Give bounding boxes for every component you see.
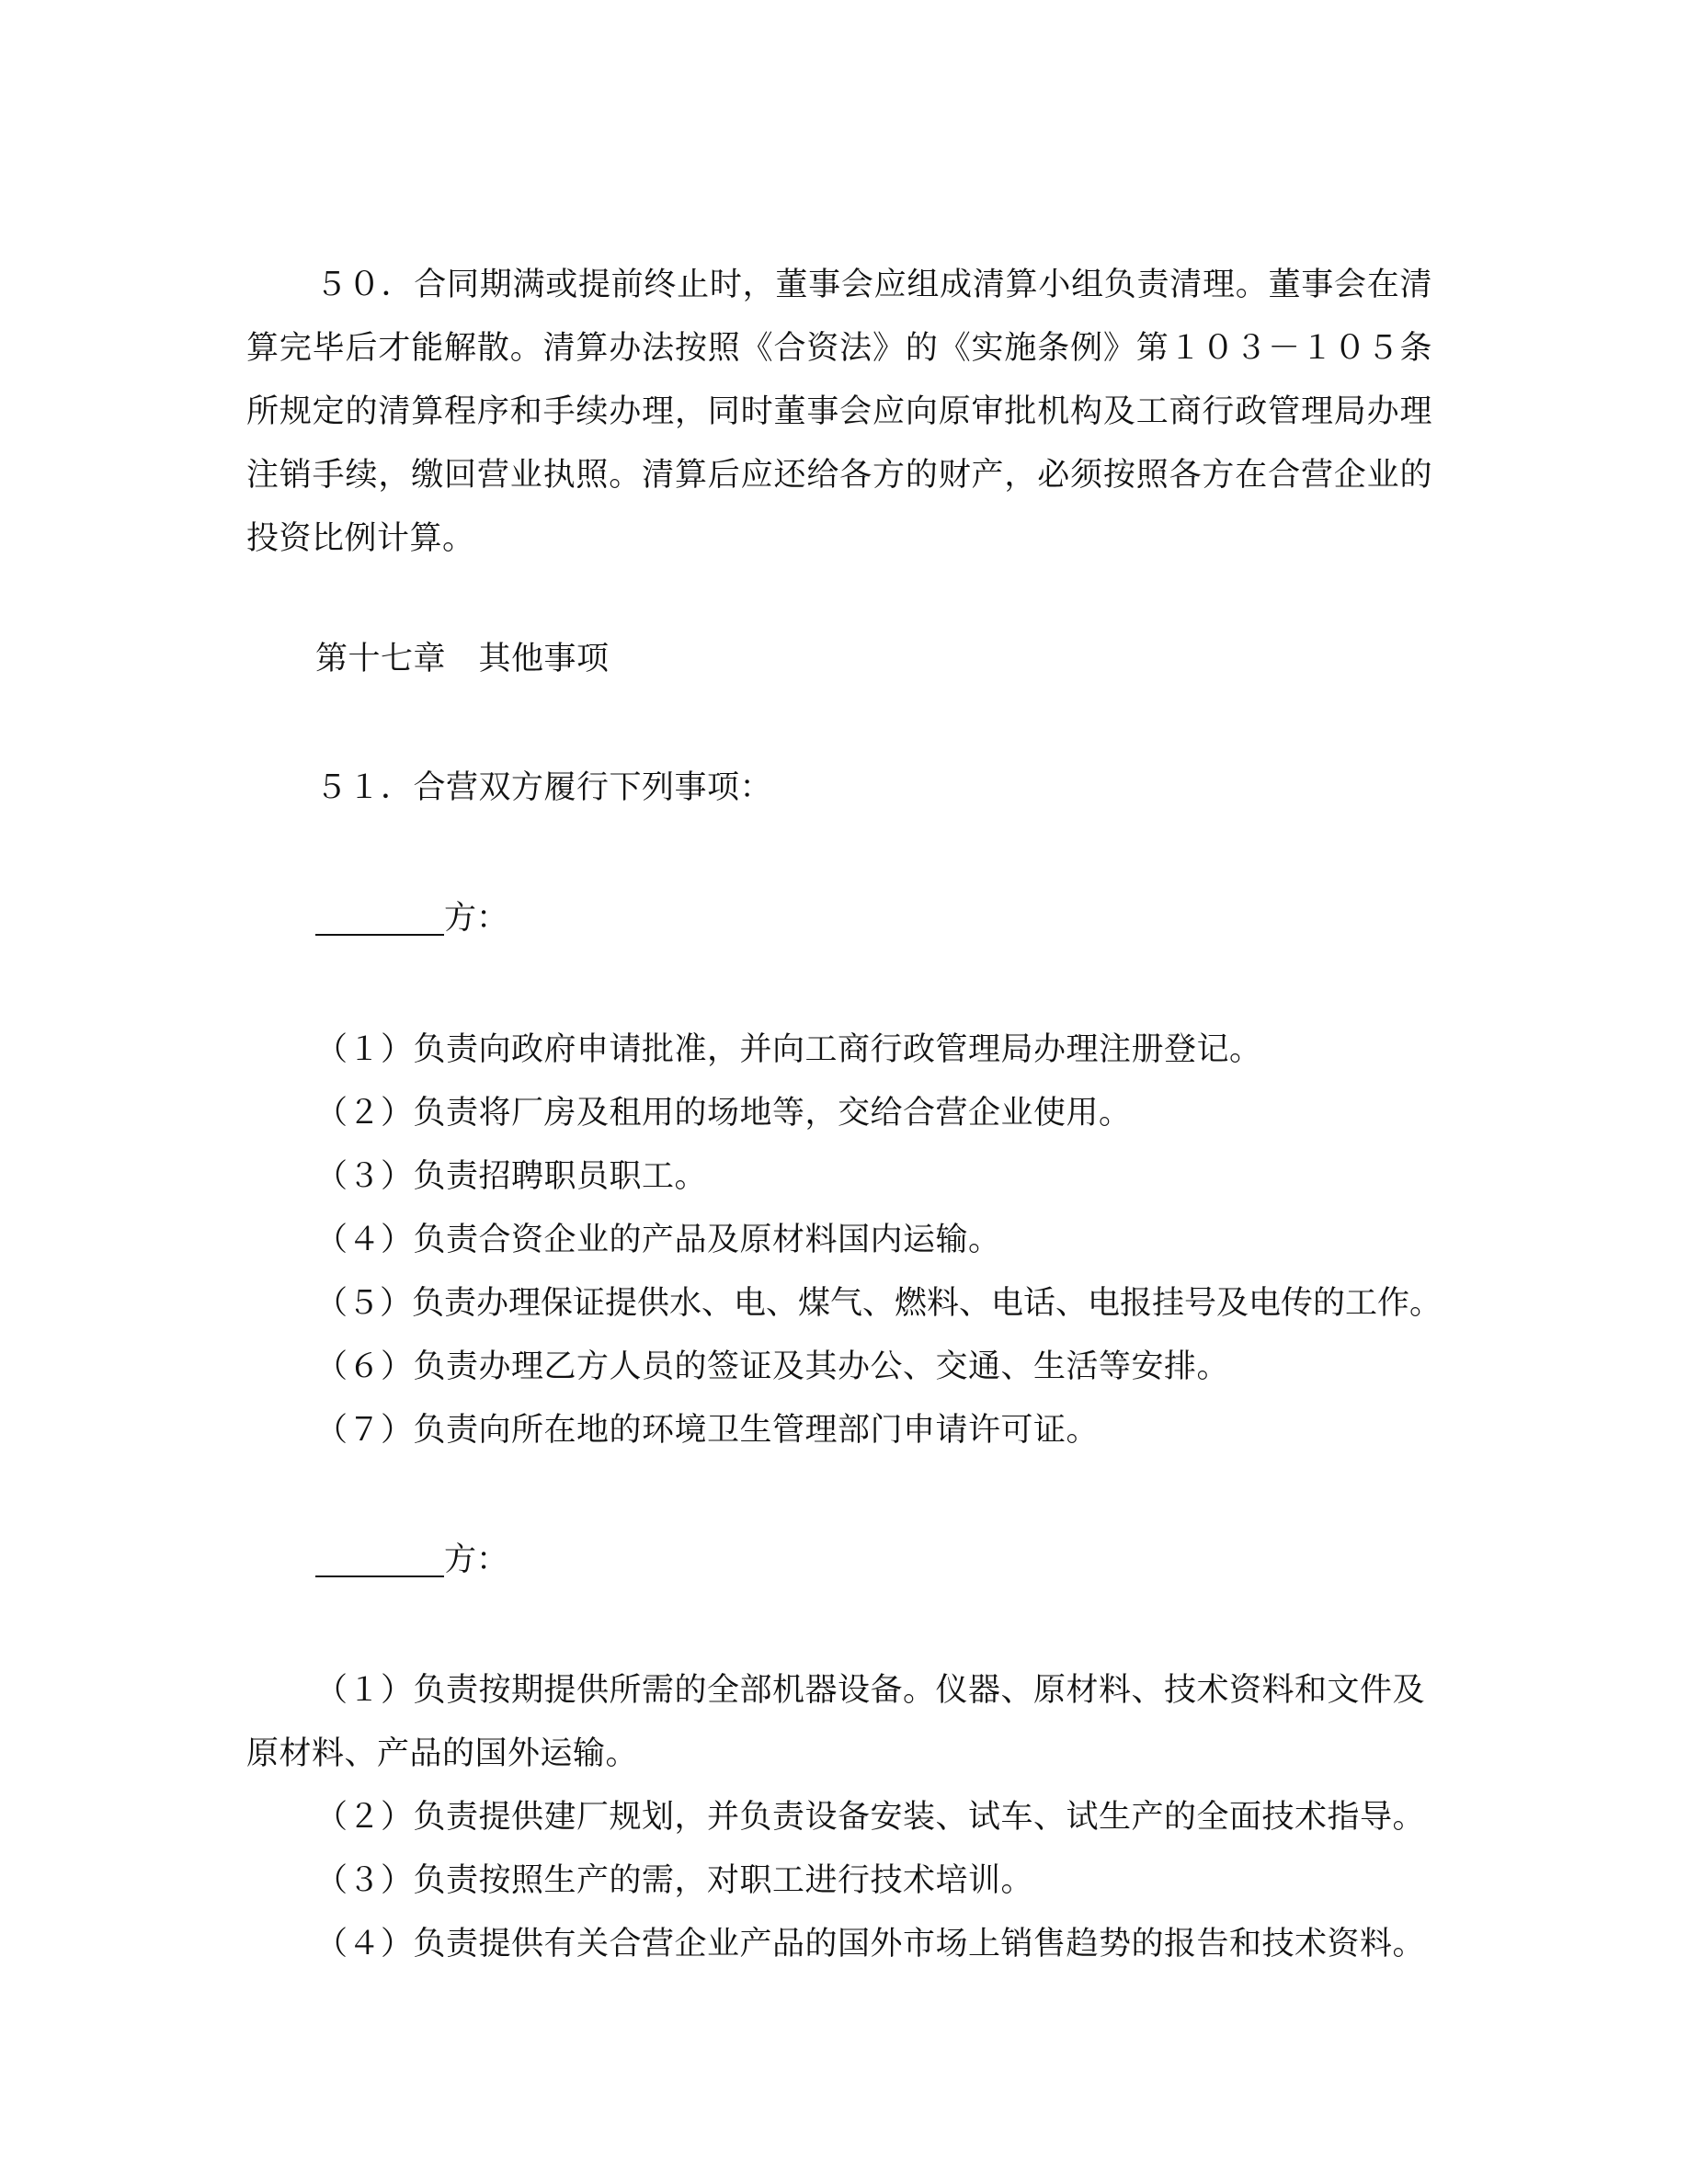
clause-51-intro: ５１．合营双方履行下列事项： bbox=[315, 769, 773, 806]
party-name-blank bbox=[315, 897, 444, 936]
party-a-item: （３）负责招聘职员职工。 bbox=[315, 1158, 708, 1195]
party-a-item: （２）负责将厂房及租用的场地等，交给合营企业使用。 bbox=[315, 1095, 1132, 1132]
party-a-item: （１）负责向政府申请批准，并向工商行政管理局办理注册登记。 bbox=[315, 1031, 1262, 1068]
party-a-heading bbox=[315, 887, 508, 950]
party-a-label: 方： bbox=[444, 900, 509, 937]
party-a-item: （５）负责办理保证提供水、电、煤气、燃料、电话、电报挂号及电传的工作。 bbox=[315, 1285, 1443, 1322]
chapter-17-heading: 第十七章 其他事项 bbox=[315, 641, 610, 677]
party-b-heading bbox=[315, 1529, 508, 1592]
party-b-label: 方： bbox=[444, 1541, 509, 1578]
party-a-item: （６）负责办理乙方人员的签证及其办公、交通、生活等安排。 bbox=[315, 1348, 1230, 1385]
party-b-item: （３）负责按照生产的需，对职工进行技术培训。 bbox=[315, 1862, 1034, 1899]
party-a-item: （７）负责向所在地的环境卫生管理部门申请许可证。 bbox=[315, 1412, 1100, 1449]
party-b-item: （４）负责提供有关合营企业产品的国外市场上销售趋势的报告和技术资料。 bbox=[315, 1926, 1426, 1962]
clause-50-paragraph: ５０．合同期满或提前终止时，董事会应组成清算小组负责清理。董事会在清算完毕后才能解散。清算办法按照《合资法》的《实施条例》第１０３－１０５条所规定的清算程序和手续办理，同时董事会应向原审批机构及工商行政管理局办理注销手续，缴回营业执照。清算后应还给各方的财产，必须按照各方在合营企业的投资比例计算。 bbox=[246, 267, 1432, 557]
party-a-item: （４）负责合资企业的产品及原材料国内运输。 bbox=[315, 1222, 1001, 1258]
party-b-item: （１）负责按期提供所需的全部机器设备。仪器、原材料、技术资料和文件及原材料、产品的国外运输。 bbox=[246, 1672, 1426, 1772]
party-name-blank bbox=[315, 1539, 444, 1577]
party-b-item: （２）负责提供建厂规划，并负责设备安装、试车、试生产的全面技术指导。 bbox=[315, 1799, 1426, 1836]
